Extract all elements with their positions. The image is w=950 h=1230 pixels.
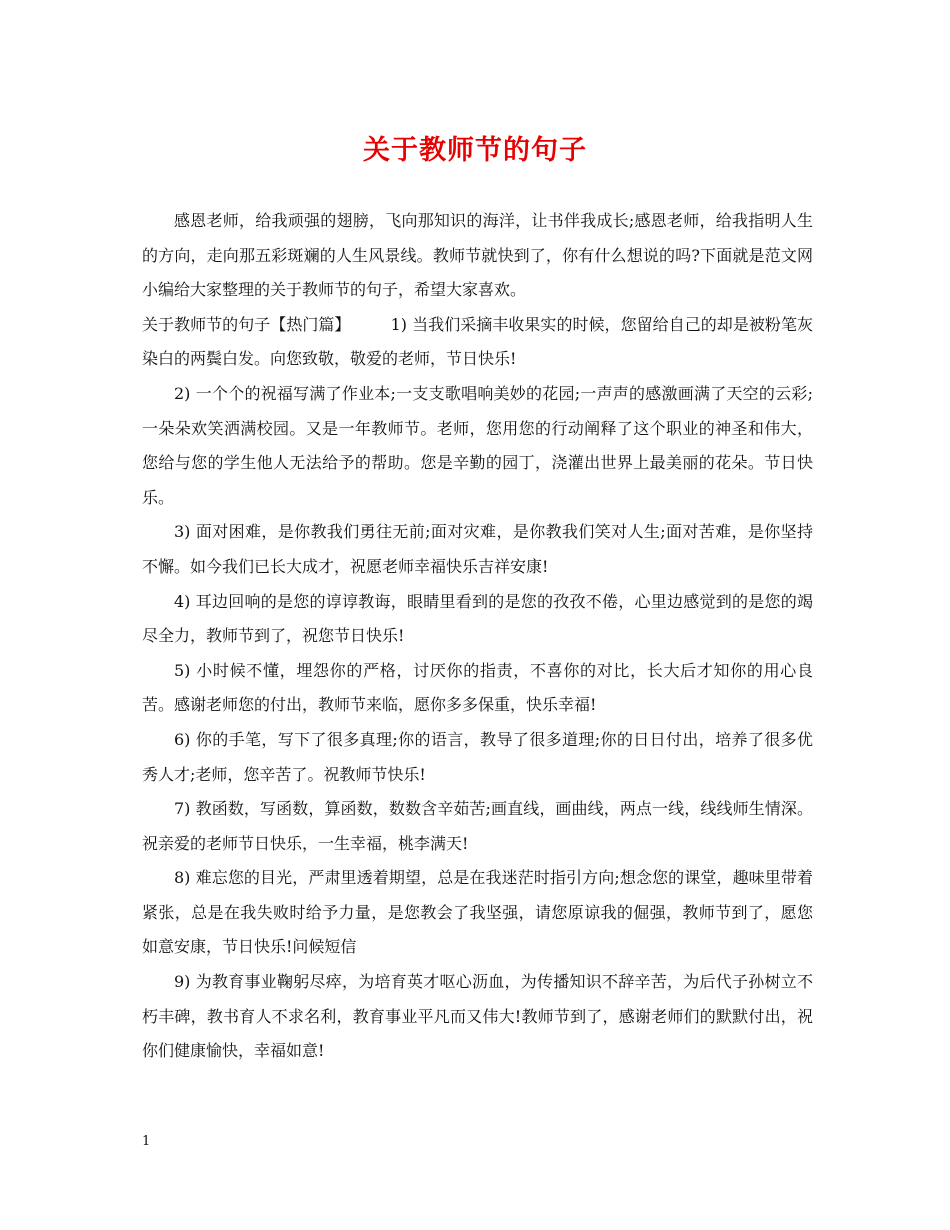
paragraph-item-9: 9) 为教育事业鞠躬尽瘁，为培育英才呕心沥血，为传播知识不辞辛苦，为后代子孙树立不朽丰碑，教书育人不求名利，教育事业平凡而又伟大!教师节到了，感谢老师们的默默付出，祝你们健康愉快，幸福如意!	[142, 972, 813, 1061]
paragraph-item-5: 5) 小时候不懂，埋怨你的严格，讨厌你的指责，不喜你的对比，长大后才知你的用心良苦。感谢老师您的付出，教师节来临，愿你多多保重，快乐幸福!	[142, 660, 813, 715]
paragraph-item-3: 3) 面对困难，是你教我们勇往无前;面对灾难，是你教我们笑对人生;面对苦难，是你坚持不懈。如今我们已长大成才，祝愿老师幸福快乐吉祥安康!	[142, 522, 813, 576]
paragraph-item-8: 8) 难忘您的目光，严肃里透着期望，总是在我迷茫时指引方向;想念您的课堂，趣味里带着紧张，总是在我失败时给予力量，是您教会了我坚强，请您原谅我的倔强，教师节到了，愿您如意安康，节日快乐!问候短信	[142, 868, 813, 957]
document-body	[142, 204, 813, 1069]
paragraph-section-heading: 关于教师节的句子【热门篇】 1) 当我们采摘丰收果实的时候，您留给自己的却是被粉笔灰染白的两鬓白发。向您致敬，敬爱的老师，节日快乐!	[142, 314, 813, 369]
paragraph-item-2: 2) 一个个的祝福写满了作业本;一支支歌唱响美妙的花园;一声声的感激画满了天空的云彩;一朵朵欢笑洒满校园。又是一年教师节。老师，您用您的行动阐释了这个职业的神圣和伟大，您给与您的学生他人无法给予的帮助。您是辛勤的园丁，浇灌出世界上最美丽的花朵。节日快乐。	[142, 383, 813, 507]
document-title: 关于教师节的句子	[363, 135, 587, 166]
page-number: 1	[142, 1134, 151, 1149]
paragraph-intro: 感恩老师，给我顽强的翅膀，飞向那知识的海洋，让书伴我成长;感恩老师，给我指明人生的方向，走向那五彩斑斓的人生风景线。教师节就快到了，你有什么想说的吗?下面就是范文网小编给大家整理的关于教师节的句子，希望大家喜欢。	[142, 211, 813, 300]
paragraph-item-4: 4) 耳边回响的是您的谆谆教诲，眼睛里看到的是您的孜孜不倦，心里边感觉到的是您的竭尽全力，教师节到了，祝您节日快乐!	[142, 591, 813, 646]
paragraph-item-7: 7) 教函数，写函数，算函数，数数含辛茹苦;画直线，画曲线，两点一线，线线师生情深。祝亲爱的老师节日快乐，一生幸福，桃李满天!	[142, 799, 813, 853]
paragraph-item-6: 6) 你的手笔，写下了很多真理;你的语言，教导了很多道理;你的日日付出，培养了很多优秀人才;老师，您辛苦了。祝教师节快乐!	[142, 729, 813, 784]
